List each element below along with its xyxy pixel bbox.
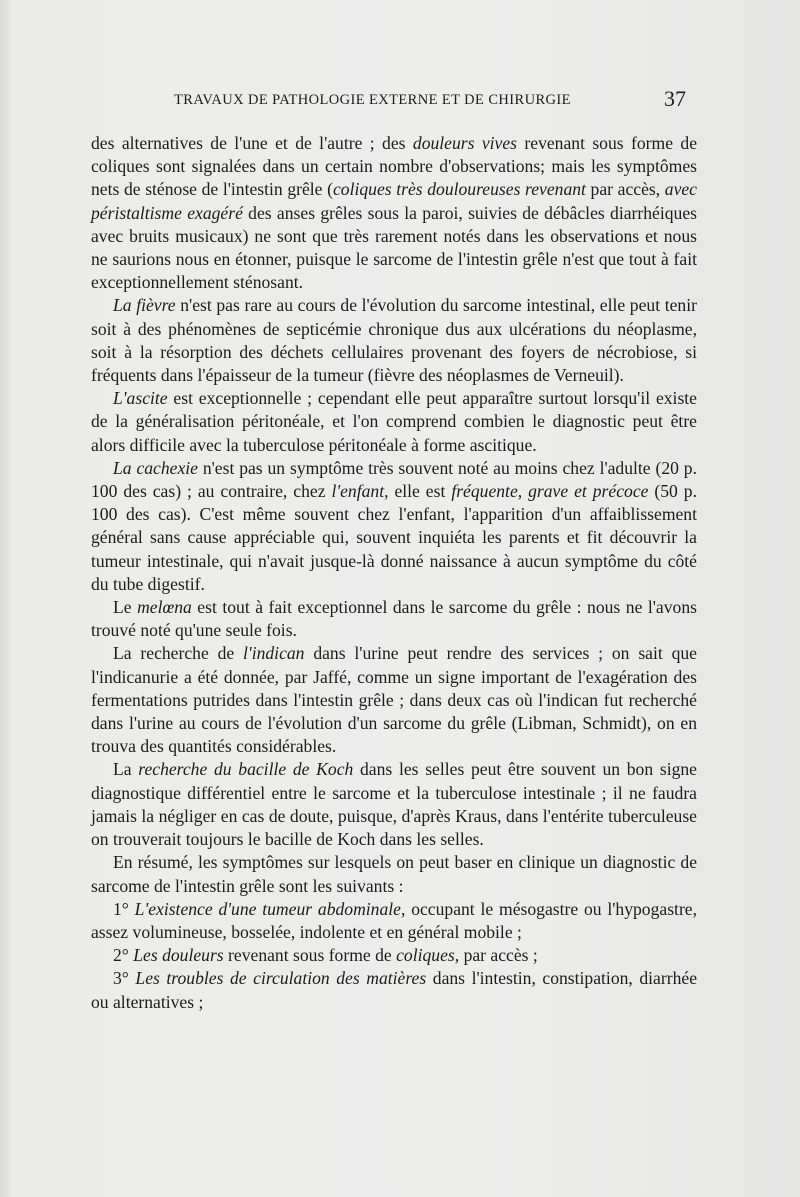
text-run: des alternatives de l'une et de l'autre ; des [91, 133, 413, 153]
text-run: 2° [113, 945, 134, 966]
text-run: , occupant le mésogastre ou l'hypogastre, assez volumineuse, bosselée, indolente et en général mobile ; [91, 898, 698, 942]
italic-text: La fièvre [113, 295, 176, 316]
italic-text: avec péristaltisme exagéré [91, 179, 697, 223]
paragraph [91, 642, 697, 758]
italic-text: Les douleurs [133, 945, 224, 966]
text-run: est tout à fait exceptionnel dans le sarcome du grêle : nous ne l'avons trouvé noté qu'une seule fois. [91, 597, 697, 641]
text-run: n'est pas un symptôme très souvent noté au moins chez l'adulte (20 p. 100 des cas) ; au contraire, chez [91, 457, 697, 502]
text-run: (50 p. 100 des cas). C'est même souvent chez l'enfant, l'apparition d'un affaiblissement général sans cause appréciable qui, souvent inquiéta les parents et fit découvrir la tumeur intestinale, qui n'avait jusque-là donné naissance à aucun symptôme du côté du tube digestif. [91, 481, 698, 594]
paragraph [91, 944, 697, 967]
italic-text: L'existence d'une tumeur abdominale [134, 898, 401, 919]
text-run: revenant sous forme de [223, 945, 397, 966]
text-run: dans l'urine peut rendre des services ; on sait que l'indicanurie a été donnée, par Jaffé, comme un signe important de l'exagération des fermentations putrides dans l'intestin grêle ; dans deux cas où l'indican fut recherché dans l'urine au cours de l'évolution d'un sarcome du grêle (Libman, Schmidt), on en trouva des quantités considérables. [91, 643, 697, 757]
paragraph [91, 457, 697, 596]
text-run: dans l'intestin, constipation, diarrhée ou alternatives ; [91, 968, 697, 1012]
italic-text: coliques [396, 945, 455, 966]
italic-text: l'indican [243, 643, 305, 664]
paragraph [91, 294, 697, 387]
italic-text: melœna [137, 597, 192, 618]
text-run: n'est pas rare au cours de l'évolution du sarcome intestinal, elle peut tenir soit à des phénomènes de septicémie chronique dus aux ulcérations du néoplasme, soit à la résorption des déchets cellulaires provenant des foyers de nécrobiose, si fréquents dans l'épaisseur de la tumeur (fièvre des néoplasmes de Verneuil). [91, 295, 697, 386]
paragraph [91, 967, 697, 1013]
text-run: 1° [113, 898, 135, 919]
text-run: 3° [113, 968, 136, 989]
text-run: Le [113, 597, 138, 618]
running-head: TRAVAUX DE PATHOLOGIE EXTERNE ET DE CHIRURGIE [174, 92, 571, 108]
paragraph [91, 387, 697, 457]
text-run: La [113, 759, 139, 780]
text-run: revenant sous forme de coliques sont signalées dans un certain nombre d'observations; mais les symptômes nets de sténose de l'intestin grêle ( [91, 133, 697, 200]
paragraph [91, 758, 697, 851]
text-run: par accès, [585, 179, 665, 200]
text-run: La recherche de [113, 643, 244, 664]
text-run: des anses grêles sous la paroi, suivies de débâcles diarrhéiques avec bruits musicaux) ne sont que très rarement notés dans les observations et nous ne saurions nous en étonner, puisque le sarcome de l'intestin grêle n'est que tout à fait exceptionnellement sténosant. [91, 202, 697, 293]
text-run: , elle est [384, 481, 452, 502]
page-number: 37 [664, 86, 686, 111]
paragraph [91, 851, 697, 897]
text-run: En résumé, les symptômes sur lesquels on peut baser en clinique un diagnostic de sarcome de l'intestin grêle sont les suivants : [91, 852, 697, 896]
paragraph [91, 132, 697, 294]
text-run: , par accès ; [454, 945, 538, 966]
italic-text: coliques très douloureuses revenant [332, 179, 586, 200]
italic-text: Les troubles de circulation des matières [135, 968, 427, 989]
paragraph [91, 898, 697, 944]
italic-text: La cachexie [113, 457, 198, 478]
italic-text: douleurs vives [412, 133, 518, 153]
italic-text: fréquente, grave et précoce [451, 481, 649, 502]
italic-text: L'ascite [113, 388, 168, 409]
text-run: est exceptionnelle ; cependant elle peut apparaître surtout lorsqu'il existe de la généralisation péritonéale, et l'on comprend combien le diagnostic peut être alors difficile avec la tuberculose péritonéale à forme ascitique. [91, 388, 697, 455]
italic-text: l'enfant [331, 481, 385, 502]
body-text [91, 132, 697, 1014]
paragraph [91, 596, 697, 642]
italic-text: recherche du bacille de Koch [138, 759, 354, 780]
text-run: dans les selles peut être souvent un bon signe diagnostique différentiel entre le sarcome et la tuberculose intestinale ; il ne faudra jamais la négliger en cas de doute, puisque, d'après Kraus, dans l'entérite tuberculeuse on trouverait toujours le bacille de Koch dans les selles. [91, 759, 697, 850]
